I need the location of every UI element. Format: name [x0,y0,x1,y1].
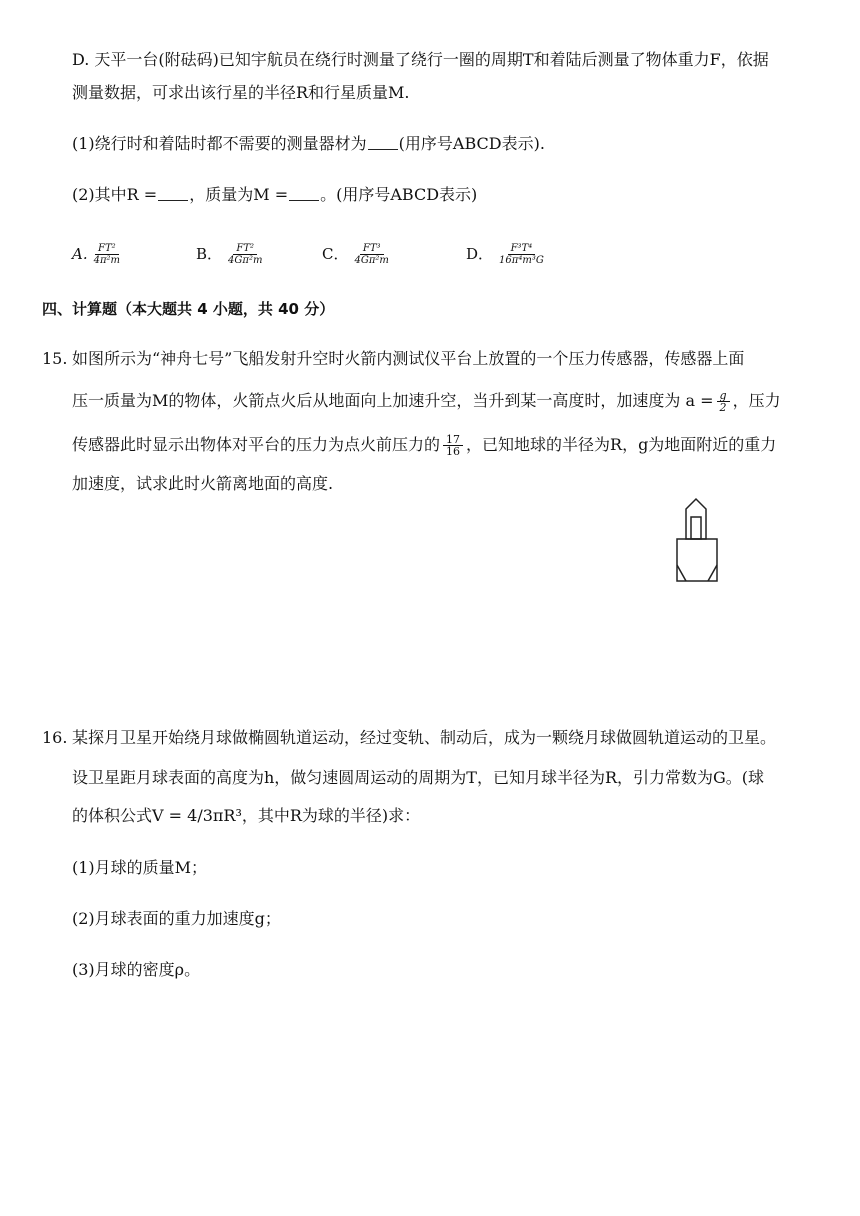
ratio-numerator: 17 [443,434,463,446]
q14-sub2-suffix: 。(用序号ABCD表示) [320,185,478,204]
q16-line3: 的体积公式V = 4/3πR³，其中R为球的半径)求： [72,806,421,825]
answer-blank[interactable] [368,135,398,150]
q14-sub2-mid: ，质量为M = [189,185,289,204]
q14-option-b [196,236,268,272]
q15-number: 15. [42,349,68,368]
answer-blank[interactable] [158,186,188,201]
q15-line2 [72,389,781,413]
q14-sub1-text: (1)绕行时和着陆时都不需要的测量器材为 [72,134,367,153]
q15-line3-suffix: ，已知地球的半径为R，g为地面附近的重力 [466,435,777,454]
accel-numerator: g [717,390,730,402]
option-letter: A. [72,245,88,263]
q14-option-c [322,236,395,272]
section-heading: 四、计算题（本大题共 4 小题，共 40 分） [42,300,335,318]
q15-line2-suffix: ，压力 [732,391,781,410]
q15-line3 [72,431,776,459]
option-numerator: FT² [233,243,257,255]
q14-sub2 [72,185,477,205]
q16-line2: 设卫星距月球表面的高度为h，做匀速圆周运动的周期为T，已知月球半径为R，引力常数为G。(球 [72,768,765,787]
q16-sub1: (1)月球的质量M； [72,858,208,877]
option-denominator: 4Gπ²m [354,255,389,266]
accel-denominator: 2 [719,401,727,414]
q14-option-d [466,236,550,272]
pressure-sensor-figure [670,493,726,587]
option-letter: D． [466,245,494,263]
option-numerator: F³T⁴ [508,243,536,255]
answer-blank[interactable] [289,186,319,201]
q16-number: 16. [42,728,68,747]
option-letter: B． [196,245,223,263]
q14-option-d-line1: D. 天平一台(附砝码)已知宇航员在绕行时测量了绕行一圈的周期T和着陆后测量了物体重力F，依据 [72,50,769,69]
q16-sub2: (2)月球表面的重力加速度g； [72,909,281,928]
q16-sub3: (3)月球的密度ρ。 [72,960,201,979]
q15-line3-text: 传感器此时显示出物体对平台的压力为点火前压力的 [72,435,441,454]
option-denominator: 4π²m [93,255,121,266]
option-numerator: FT³ [360,243,384,255]
q15-line2-text: 压一质量为M的物体，火箭点火后从地面向上加速升空，当升到某一高度时，加速度为 a = [72,391,714,410]
q15-line1: 如图所示为“神舟七号”飞船发射升空时火箭内测试仪平台上放置的一个压力传感器，传感器上面 [72,349,745,368]
q14-sub1 [72,134,545,154]
q14-sub2-text: (2)其中R = [72,185,158,204]
q16-line1: 某探月卫星开始绕月球做椭圆轨道运动，经过变轨、制动后，成为一颗绕月球做圆轨道运动的卫星。 [72,728,777,747]
option-denominator: 16π⁴m³G [499,255,544,266]
q14-sub1-suffix: (用序号ABCD表示). [398,134,545,153]
option-numerator: FT² [95,243,119,255]
q15-line4: 加速度，试求此时火箭离地面的高度. [72,474,334,493]
q14-option-a [72,236,126,272]
q14-option-d-line2: 测量数据，可求出该行星的半径R和行星质量M. [72,83,410,102]
option-denominator: 4Gπ²m [228,255,263,266]
option-letter: C． [322,245,349,263]
ratio-denominator: 16 [446,445,461,458]
